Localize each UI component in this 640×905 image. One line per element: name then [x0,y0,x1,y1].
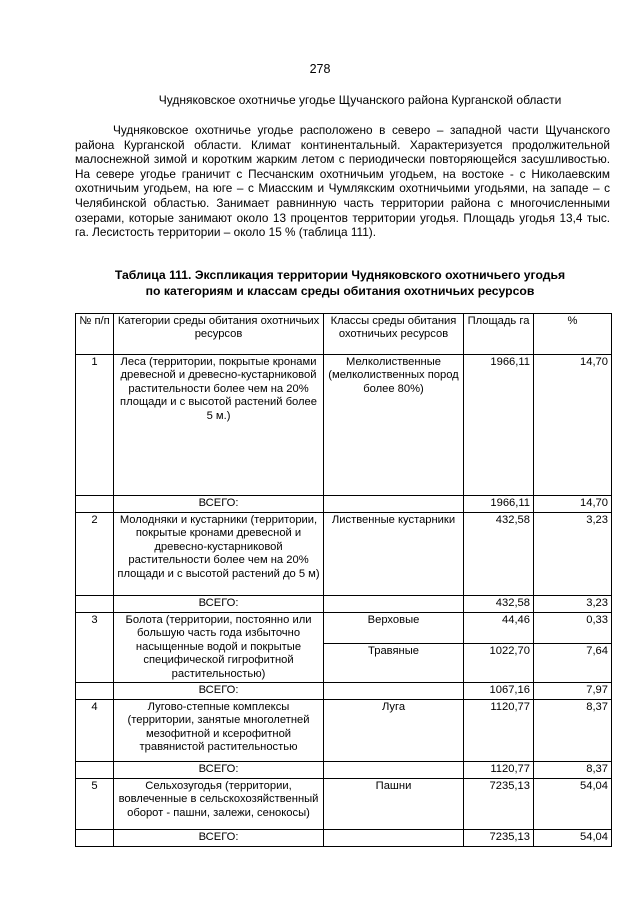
row-num: 3 [76,613,114,683]
row-num: 5 [76,779,114,830]
row-class: Верховые [324,613,464,644]
row-percent: 14,70 [534,355,612,496]
total-area: 432,58 [464,596,534,613]
header-area: Площадь га [464,314,534,355]
table-caption [60,268,620,299]
row-category: Леса (территории, покрытые кронами древесной и древесно-кустарниковой растительности более чем на 20% площади и с высотой растений более 5 м.) [114,355,324,496]
row-category: Болота (территории, постоянно или большую часть года избыточно насыщенные водой и покрытые специфической гигрофитной растительностью) [114,613,324,683]
total-label: ВСЕГО: [114,762,324,779]
row-class: Луга [324,700,464,762]
total-row [76,762,612,779]
row-num: 1 [76,355,114,496]
total-area: 1067,16 [464,683,534,700]
total-percent: 54,04 [534,830,612,847]
row-percent: 0,33 [534,613,612,644]
total-label: ВСЕГО: [114,830,324,847]
total-row [76,830,612,847]
row-percent: 7,64 [534,644,612,683]
total-percent: 8,37 [534,762,612,779]
row-area: 1966,11 [464,355,534,496]
total-row [76,496,612,513]
total-row [76,596,612,613]
row-class: Мелколиственные (мелколиственных пород более 80%) [324,355,464,496]
row-percent: 3,23 [534,513,612,596]
table-row [76,700,612,762]
header-num: № п/п [76,314,114,355]
header-category: Категории среды обитания охотничьих ресурсов [114,314,324,355]
table-row [76,355,612,496]
row-area: 1120,77 [464,700,534,762]
table-caption-line-2: по категориям и классам среды обитания охотничьих ресурсов [145,283,535,298]
total-percent: 7,97 [534,683,612,700]
habitat-table [75,313,612,847]
intro-paragraph: Чудняковское охотничье угодье расположено в северо – западной части Щучанского района Курганской области. Климат континентальный. Характеризуется продолжительной малоснежной зимой и коротким жарким летом с периодически повторяющейся засушливостью. На севере угодье граничит с Песчанским охотничьим угодьем, на востоке - с Николаевским охотничьим угодьем, на юге – с Миасским и Чумлякским охотничьими угодьями, на западе – с Челябинской областью. Занимает равнинную часть территории района с многочисленными озерами, которые занимают около 13 процентов территории угодья. Площадь угодья 13,4 тыс. га. Лесистость территории – около 15 % (таблица 111). [75,123,610,240]
total-area: 1966,11 [464,496,534,513]
table-row [76,513,612,596]
row-area: 1022,70 [464,644,534,683]
row-class: Лиственные кустарники [324,513,464,596]
total-area: 1120,77 [464,762,534,779]
table-caption-line-1: Таблица 111. Экспликация территории Чудняковского охотничьего угодья [114,268,566,282]
total-label: ВСЕГО: [114,496,324,513]
row-class: Травяные [324,644,464,683]
table-header-row [76,314,612,355]
page-number: 278 [309,62,331,76]
header-percent: % [534,314,612,355]
row-percent: 54,04 [534,779,612,830]
document-title: Чудняковское охотничье угодье Щучанского района Курганской области [158,93,562,107]
header-class: Классы среды обитания охотничьих ресурсов [324,314,464,355]
row-area: 44,46 [464,613,534,644]
total-label: ВСЕГО: [114,596,324,613]
total-label: ВСЕГО: [114,683,324,700]
total-percent: 14,70 [534,496,612,513]
table-row [76,613,612,644]
row-category: Молодняки и кустарники (территории, покрытые кронами древесной и древесно-кустарниковой растительности более чем на 20% площади и с высотой растений до 5 м) [114,513,324,596]
row-category: Лугово-степные комплексы (территории, занятые многолетней мезофитной и ксерофитной травянистой растительностью [114,700,324,762]
total-row [76,683,612,700]
row-num: 4 [76,700,114,762]
row-num: 2 [76,513,114,596]
row-percent: 8,37 [534,700,612,762]
row-category: Сельхозугодья (территории, вовлеченные в сельскохозяйственный оборот - пашни, залежи, сенокосы) [114,779,324,830]
total-area: 7235,13 [464,830,534,847]
row-class: Пашни [324,779,464,830]
row-area: 432,58 [464,513,534,596]
total-percent: 3,23 [534,596,612,613]
row-area: 7235,13 [464,779,534,830]
table-row [76,779,612,830]
